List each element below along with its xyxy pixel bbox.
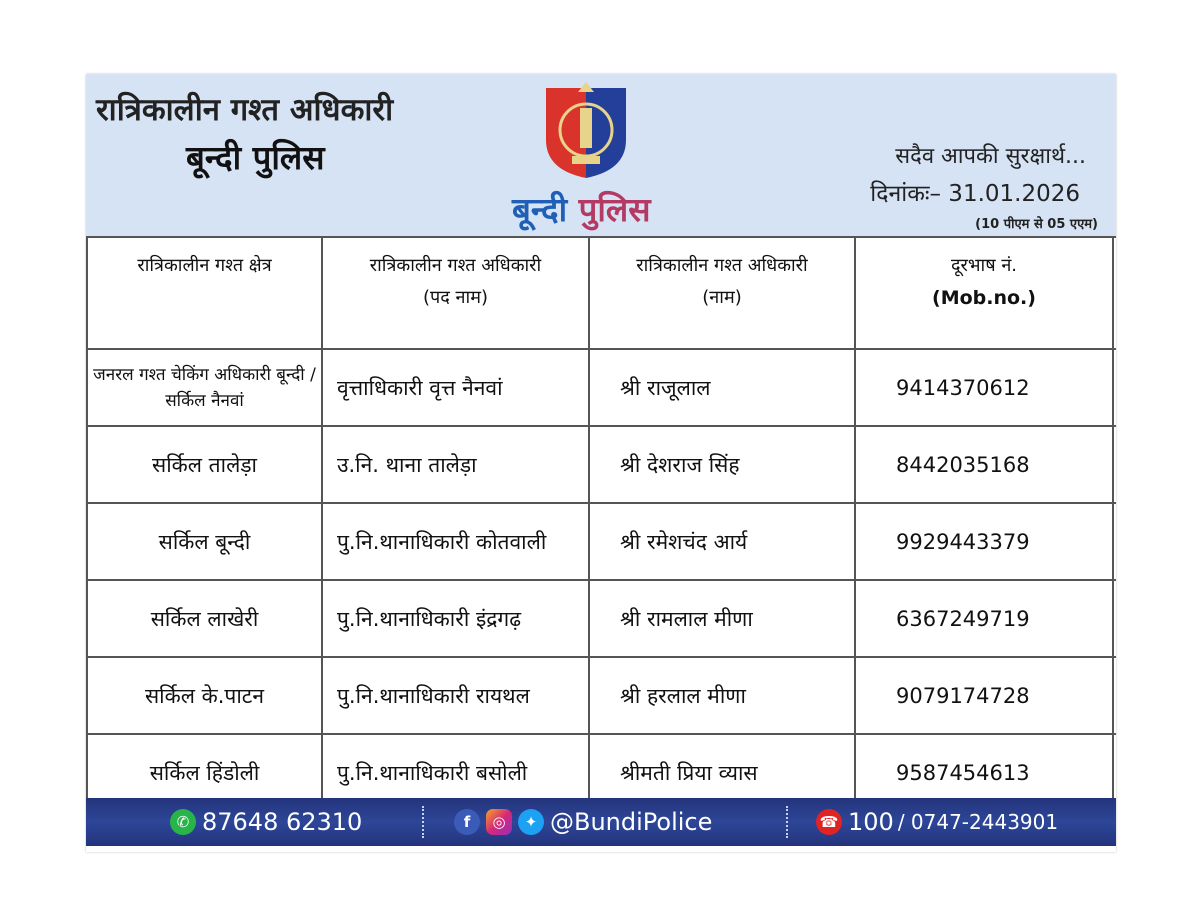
table-row — [86, 504, 1116, 581]
landline-number: / 0747-2443901 — [897, 810, 1059, 834]
table-row — [86, 581, 1116, 658]
cell-designation: पु.नि.थानाधिकारी रायथल — [323, 658, 590, 733]
cell-mobile: 9587454613 — [856, 735, 1114, 810]
contact-footer — [86, 798, 1116, 846]
logo-caption — [512, 186, 651, 231]
table-row — [86, 427, 1116, 504]
col-header-designation-line1: रात्रिकालीन गश्त अधिकारी — [369, 255, 542, 276]
col-header-area-text: रात्रिकालीन गश्त क्षेत्र — [137, 255, 272, 276]
col-header-mobile-line1: दूरभाष नं. — [950, 255, 1018, 276]
cell-area: जनरल गश्त चेकिंग अधिकारी बून्दी /सर्किल नैनवां — [86, 350, 323, 425]
cell-area: सर्किल तालेड़ा — [86, 427, 323, 502]
col-header-name-line1: रात्रिकालीन गश्त अधिकारी — [636, 255, 808, 276]
whatsapp-contact[interactable] — [170, 808, 362, 836]
social-handle-link[interactable] — [454, 808, 712, 836]
cell-mobile: 9929443379 — [856, 504, 1114, 579]
patrol-notice-card — [86, 74, 1116, 852]
header-title: रात्रिकालीन गश्त अधिकारी — [96, 92, 394, 128]
whatsapp-number: 87648 62310 — [202, 808, 363, 836]
cell-area: सर्किल बून्दी — [86, 504, 323, 579]
phone-contact[interactable] — [816, 808, 1058, 836]
cell-mobile: 9079174728 — [856, 658, 1114, 733]
col-header-area — [86, 238, 323, 348]
cell-designation: पु.नि.थानाधिकारी इंद्रगढ़ — [323, 581, 590, 656]
cell-name: श्री राजूलाल — [590, 350, 856, 425]
cell-designation: उ.नि. थाना तालेड़ा — [323, 427, 590, 502]
col-header-name-line2: (नाम) — [702, 287, 742, 308]
cell-mobile: 6367249719 — [856, 581, 1114, 656]
footer-divider — [422, 806, 425, 838]
cell-name: श्री रमेशचंद आर्य — [590, 504, 856, 579]
col-header-mobile-line2: (Mob.no.) — [932, 287, 1036, 309]
cell-name: श्री रामलाल मीणा — [590, 581, 856, 656]
instagram-icon: ◎ — [486, 809, 512, 835]
cell-area: सर्किल हिंडोली — [86, 735, 323, 810]
header-subtitle: बून्दी पुलिस — [186, 138, 325, 177]
cell-mobile: 9414370612 — [856, 350, 1114, 425]
table-header-row — [86, 236, 1116, 350]
cell-mobile: 8442035168 — [856, 427, 1114, 502]
cell-name: श्री देशराज सिंह — [590, 427, 856, 502]
emergency-number: 100 — [848, 808, 894, 836]
twitter-icon: ✦ — [518, 809, 544, 835]
time-range: (10 पीएम से 05 एएम) — [975, 217, 1098, 232]
tagline: सदैव आपकी सुरक्षार्थ... — [895, 144, 1086, 169]
col-header-name — [590, 238, 856, 348]
police-emblem-logo — [538, 78, 634, 180]
col-header-designation-line2: (पद नाम) — [423, 287, 488, 308]
cell-designation: पु.नि.थानाधिकारी बसोली — [323, 735, 590, 810]
facebook-icon: f — [454, 809, 480, 835]
patrol-table — [86, 236, 1116, 812]
col-header-mobile — [856, 238, 1114, 348]
logo-caption-part2: पुलिस — [578, 190, 651, 229]
table-row — [86, 350, 1116, 427]
table-row — [86, 658, 1116, 735]
cell-name: श्री हरलाल मीणा — [590, 658, 856, 733]
cell-designation: वृत्ताधिकारी वृत्त नैनवां — [323, 350, 590, 425]
social-handle: @BundiPolice — [550, 808, 713, 836]
cell-designation: पु.नि.थानाधिकारी कोतवाली — [323, 504, 590, 579]
logo-caption-part1: बून्दी — [512, 190, 568, 229]
cell-name: श्रीमती प्रिया व्यास — [590, 735, 856, 810]
whatsapp-icon: ✆ — [170, 809, 196, 835]
col-header-designation — [323, 238, 590, 348]
cell-area: सर्किल लाखेरी — [86, 581, 323, 656]
header-banner — [86, 74, 1116, 236]
footer-divider — [786, 806, 789, 838]
date-label: दिनांकः– 31.01.2026 — [870, 181, 1080, 207]
cell-area: सर्किल के.पाटन — [86, 658, 323, 733]
phone-icon: ☎ — [816, 809, 842, 835]
